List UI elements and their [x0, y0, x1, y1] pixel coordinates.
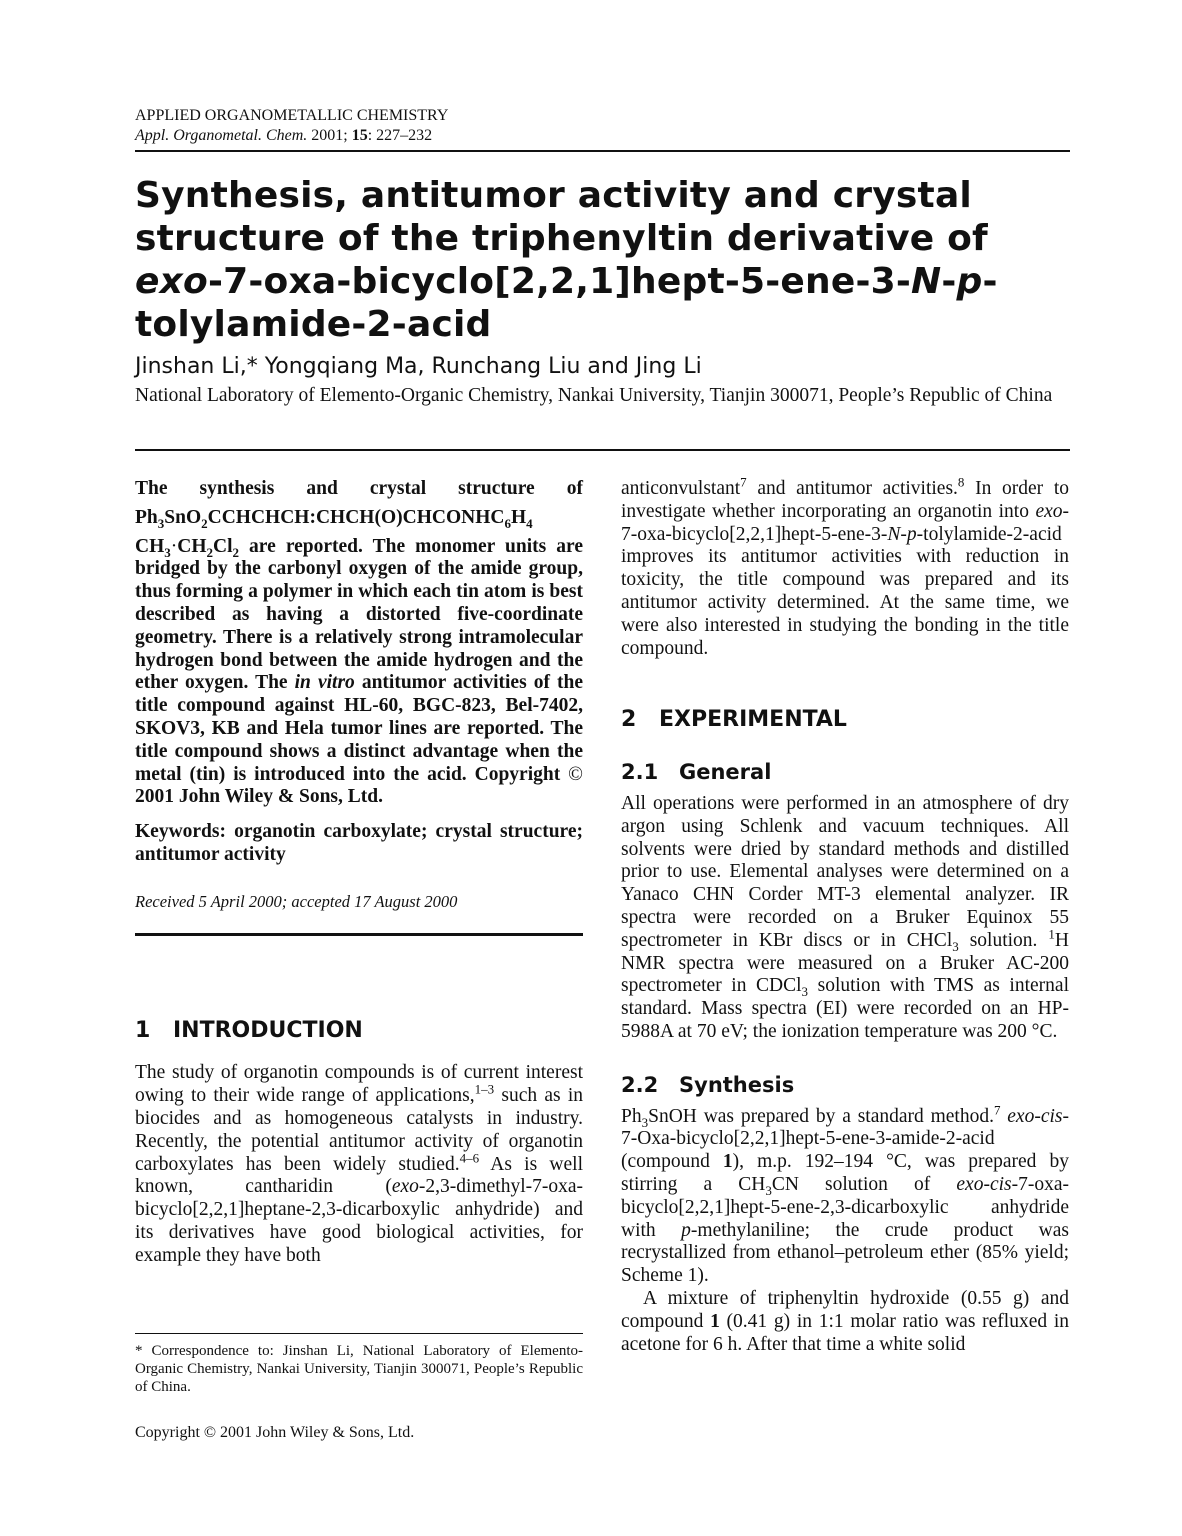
- affiliation: National Laboratory of Elemento-Organic Chemistry, Nankai University, Tianjin 300071, People’s Republic of China: [135, 385, 1053, 406]
- intro-paragraph: The study of organotin compounds is of current interest owing to their wide range of applications,$^{1-3}$ such as in biocides and as homogeneous catalysts in industry. Recently, the potential antitumor activity of organotin carboxylates has been widely studied.$^{4-6}$ As is well known, cantharidin (exo-2,3-dimethyl-7-oxa-bicyclo[2,2,1]heptane-2,3-dicarboxylic anhydride) and its derivatives have good biological activities, for example they have both: [135, 1062, 583, 1266]
- abstract: [135, 478, 583, 809]
- abstract-formula: $Ph_3SnO_2CCHCHCH:CHCH(O)CHCONHC_6H_4$: [135, 506, 533, 531]
- general-paragraph: All operations were performed in an atmosphere of dry argon using Schlenk and vacuum techniques. All solvents were dried by standard methods and distilled prior to use. Elemental analyses were determined on a Yanaco CHN Corder MT-3 elemental analyzer. IR spectra were recorded on a Bruker Equinox 55 spectrometer in KBr discs or in CHCl$_3$ solution. $^1$H NMR spectra were measured on a Bruker AC-200 spectrometer in CDCl$_3$ solution with TMS as internal standard. Mass spectra (EI) were recorded on an HP-5988A at 70 eV; the ionization temperature was 200 °C.: [621, 792, 1069, 1042]
- journal-header: [135, 106, 1070, 146]
- footer-copyright: Copyright © 2001 John Wiley & Sons, Ltd.: [135, 1424, 415, 1441]
- synthesis-paragraph-2: A mixture of triphenyltin hydroxide (0.55 g) and compound 1 (0.41 g) in 1:1 molar ratio was refluxed in acetone for 6 h. After that time a white solid: [621, 1287, 1070, 1355]
- right-column: [621, 474, 1070, 1356]
- abstract-line1: The synthesis and crystal structure of: [135, 478, 583, 499]
- general-heading: 2.1 General: [621, 760, 772, 785]
- footnote-rule: [135, 1333, 583, 1334]
- synthesis-heading: 2.2 Synthesis: [621, 1072, 795, 1097]
- left-column: [135, 478, 583, 1268]
- abstract-rule: [135, 933, 583, 936]
- journal-name: APPLIED ORGANOMETALLIC CHEMISTRY: [135, 107, 449, 124]
- header-rule: [135, 150, 1070, 152]
- intro-continued: anticonvulstant$^7$ and antitumor activities.$^8$ In order to investigate whether incorporating an organotin into exo-7-oxa-bicyclo[2,2,1]hept-5-ene-3-N-p-tolylamide-2-acid improves its antitumor activities with reduction in toxicity, the title compound was prepared and its antitumor activity determined. At the same time, we were also interested in studying the bonding in the title compound.: [621, 474, 1069, 659]
- title-rule: [135, 449, 1070, 451]
- article-title: Synthesis, antitumor activity and crystal structure of the triphenyltin derivative of exo-7-oxa-bicyclo[2,2,1]hept-5-ene-3-N-p- tolylamide-2-acid: [135, 175, 998, 345]
- synthesis-paragraph-1: $Ph_3SnOH$ was prepared by a standard method.$^7$ exo-cis-7-Oxa-bicyclo[2,2,1]hept-5-ene-3-amide-2-acid (compound 1), m.p. 192–194 °C, was prepared by stirring a $CH_3CN$ solution of exo-cis-7-oxa-bicyclo[2,2,1]hept-5-ene-2,3-dicarboxylic anhydride with p-methylaniline; the crude product was recrystallized from ethanol–petroleum ether (85% yield; Scheme 1).: [621, 1102, 1069, 1287]
- abstract-body: $CH_3\cdot CH_2Cl_2$ are reported. The monomer units are bridged by the carbonyl oxygen of the amide group, thus forming a polymer in which each tin atom is best described as having a distorted five-coordinate geometry. There is a relatively strong intramolecular hydrogen bond between the amide hydrogen and the ether oxygen. The in vitro antitumor activities of the title compound against HL-60, BGC-823, Bel-7402, SKOV3, KB and Hela tumor lines are reported. The title compound shows a distinct advantage when the metal (tin) is introduced into the acid. Copyright © 2001 John Wiley & Sons, Ltd.: [135, 535, 583, 808]
- keywords: Keywords: organotin carboxylate; crystal structure; antitumor activity: [135, 821, 583, 865]
- author-list: Jinshan Li,* Yongqiang Ma, Runchang Liu and Jing Li: [135, 354, 702, 379]
- intro-heading: 1 INTRODUCTION: [135, 1017, 363, 1043]
- experimental-heading: 2 EXPERIMENTAL: [621, 707, 847, 733]
- journal-citation: Appl. Organometal. Chem. 2001; 15: 227–232: [135, 127, 433, 144]
- correspondence-footnote: * Correspondence to: Jinshan Li, National Laboratory of Elemento-Organic Chemistry, Nankai University, Tianjin 300071, People’s Republic of China.: [135, 1343, 583, 1395]
- received-dates: Received 5 April 2000; accepted 17 August 2000: [135, 891, 458, 911]
